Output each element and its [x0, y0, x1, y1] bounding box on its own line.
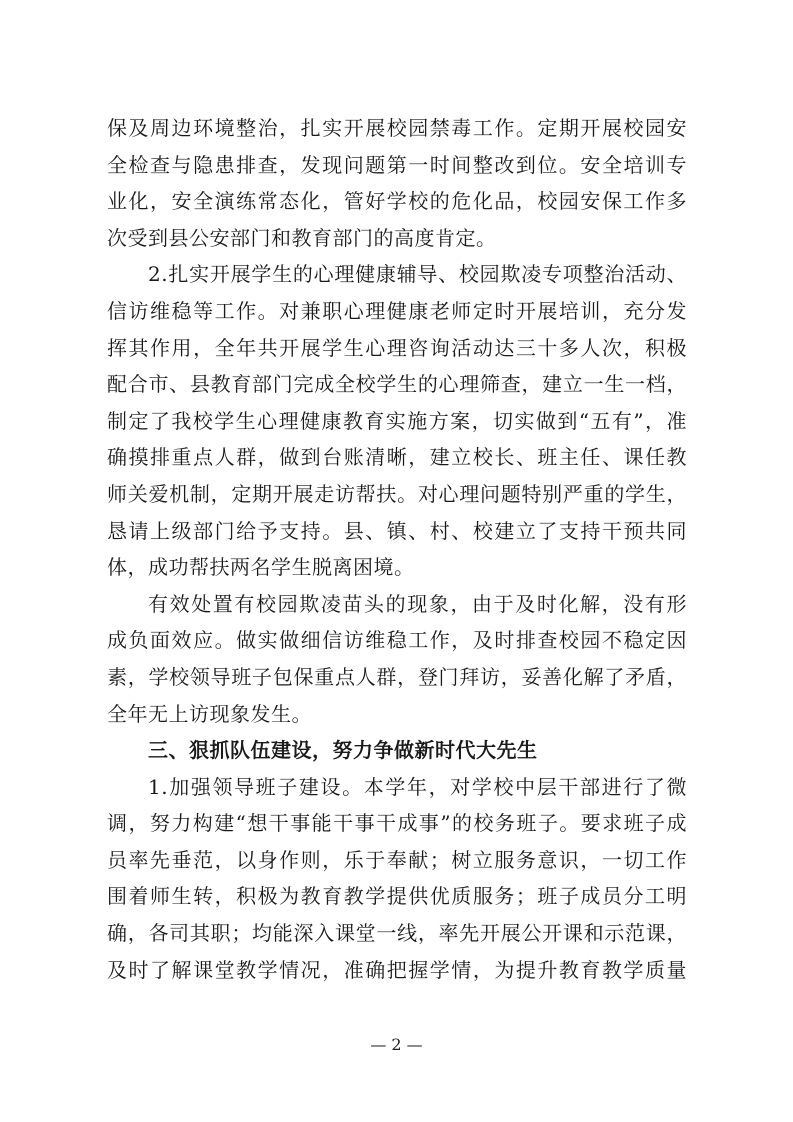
text-line: 有效处置有校园欺凌苗头的现象，由于及时化解，没有形 [148, 591, 687, 616]
text-line: 全年无上访现象发生。 [107, 701, 312, 726]
text-line: 1.加强领导班子建设。本学年，对学校中层干部进行了微 [148, 774, 687, 799]
paragraph [107, 769, 687, 989]
text-line: 业化，安全演练常态化，管好学校的危化品，校园安保工作多 [107, 189, 687, 214]
text-line: 挥其作用，全年共开展学生心理咨询活动达三十多人次，积极 [107, 335, 687, 360]
paragraph [107, 256, 687, 585]
text-line: 调，努力构建“想干事能干事干成事”的校务班子。要求班子成 [107, 811, 687, 836]
text-line: 恳请上级部门给予支持。县、镇、村、校建立了支持干预共同 [107, 518, 687, 543]
text-line: 成负面效应。做实做细信访维稳工作，及时排查校园不稳定因 [107, 628, 687, 653]
text-line: 围着师生转，积极为教育教学提供优质服务；班子成员分工明 [107, 884, 687, 909]
text-line: 信访维稳等工作。对兼职心理健康老师定时开展培训，充分发 [107, 298, 687, 323]
text-line: 员率先垂范，以身作则，乐于奉献；树立服务意识，一切工作 [107, 847, 687, 872]
text-line: 及时了解课堂教学情况，准确把握学情，为提升教育教学质量 [107, 957, 687, 982]
paragraph [107, 586, 687, 732]
text-line: 师关爱机制，定期开展走访帮扶。对心理问题特别严重的学生， [107, 481, 687, 506]
text-line: 全检查与隐患排查，发现问题第一时间整改到位。安全培训专 [107, 152, 687, 177]
text-line: 素，学校领导班子包保重点人群，登门拜访，妥善化解了矛盾， [107, 664, 687, 689]
text-line: 确，各司其职；均能深入课堂一线，率先开展公开课和示范课， [107, 921, 687, 946]
paragraph [107, 110, 687, 256]
text-line: 次受到县公安部门和教育部门的高度肯定。 [107, 225, 497, 250]
text-line: 制定了我校学生心理健康教育实施方案，切实做到“五有”，准 [107, 408, 687, 433]
text-line: 体，成功帮扶两名学生脱离困境。 [107, 555, 415, 580]
text-line: 保及周边环境整治，扎实开展校园禁毒工作。定期开展校园安 [107, 116, 687, 140]
text-line: 确摸排重点人群，做到台账清晰，建立校长、班主任、课任教 [107, 445, 687, 470]
text-line: 2.扎实开展学生的心理健康辅导、校园欺凌专项整治活动、 [148, 262, 687, 287]
section-heading: 三、狠抓队伍建设，努力争做新时代大先生 [148, 738, 538, 763]
document-body [107, 110, 687, 988]
text-line: 配合市、县教育部门完成全校学生的心理筛查，建立一生一档， [107, 372, 687, 397]
page-number: — 2 — [370, 1035, 423, 1054]
